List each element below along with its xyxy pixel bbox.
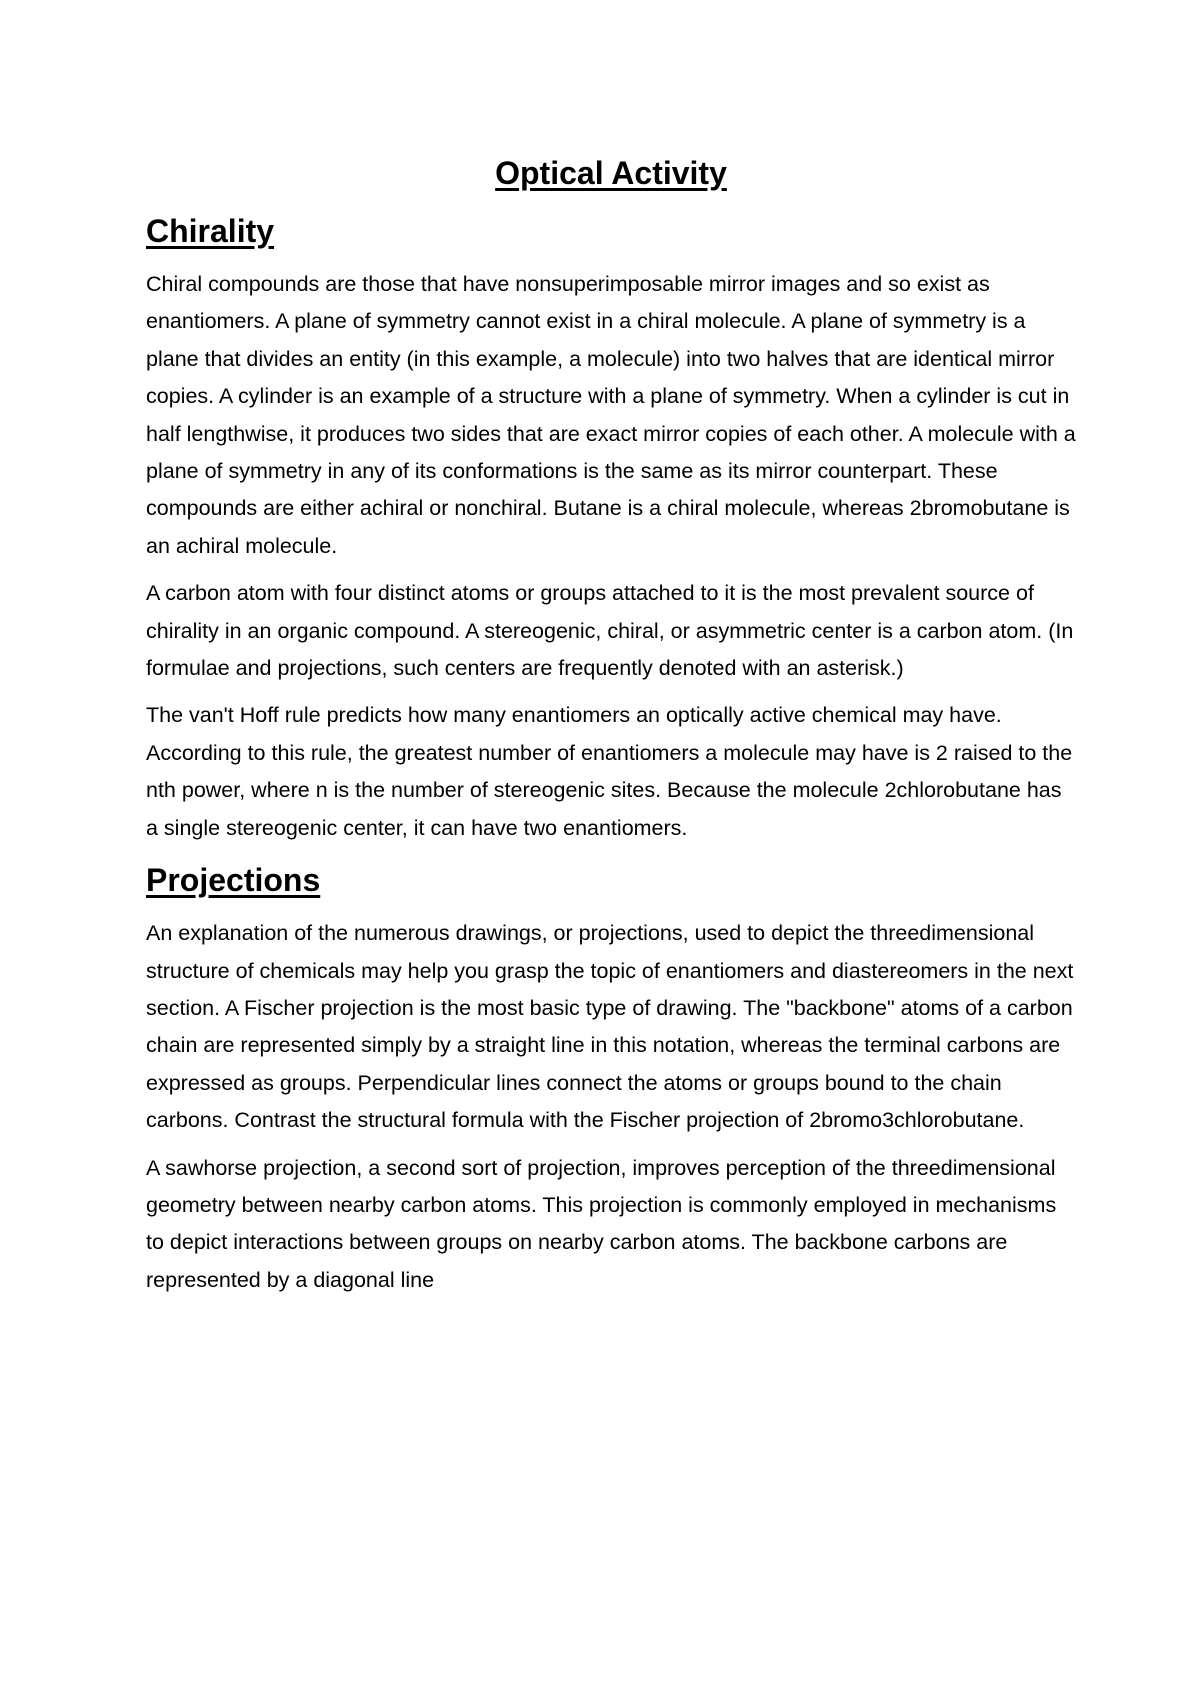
document-title: Optical Activity bbox=[495, 155, 727, 191]
section-heading-chirality: Chirality bbox=[146, 213, 275, 249]
paragraph: A sawhorse projection, a second sort of projection, improves perception of the threedimensional geometry between nearby carbon atoms. This projection is commonly employed in mechanisms to depict interactions between groups on nearby carbon atoms. The backbone carbons are represented by a diagonal line bbox=[146, 1155, 1057, 1292]
paragraph: Chiral compounds are those that have nonsuperimposable mirror images and so exist as enantiomers. A plane of symmetry cannot exist in a chiral molecule. A plane of symmetry is a plane that divides an entity (in this example, a molecule) into two halves that are identical mirror copies. A cylinder is an example of a structure with a plane of symmetry. When a cylinder is cut in half lengthwise, it produces two sides that are exact mirror copies of each other. A molecule with a plane of symmetry in any of its conformations is the same as its mirror counterpart. These compounds are either achiral or nonchiral. Butane is a chiral molecule, whereas 2bromobutane is an achiral molecule. bbox=[146, 272, 1076, 558]
paragraph: The van't Hoff rule predicts how many enantiomers an optically active chemical may have. According to this rule, the greatest number of enantiomers a molecule may have is 2 raised to the nth power, where n is the number of stereogenic sites. Because the molecule 2chlorobutane has a single stereogenic center, it can have two enantiomers. bbox=[146, 703, 1073, 840]
paragraph: An explanation of the numerous drawings, or projections, used to depict the threedimensional structure of chemicals may help you grasp the topic of enantiomers and diastereomers in the next section. A Fischer projection is the most basic type of drawing. The "backbone" atoms of a carbon chain are represented simply by a straight line in this notation, whereas the terminal carbons are expressed as groups. Perpendicular lines connect the atoms or groups bound to the chain carbons. Contrast the structural formula with the Fischer projection of 2bromo3chlorobutane. bbox=[146, 921, 1074, 1133]
section-heading-projections: Projections bbox=[146, 862, 321, 899]
document-body bbox=[146, 150, 1076, 1309]
paragraph: A carbon atom with four distinct atoms or groups attached to it is the most prevalent source of chirality in an organic compound. A stereogenic, chiral, or asymmetric center is a carbon atom. (In formulae and projections, such centers are frequently denoted with an asterisk.) bbox=[146, 581, 1074, 681]
